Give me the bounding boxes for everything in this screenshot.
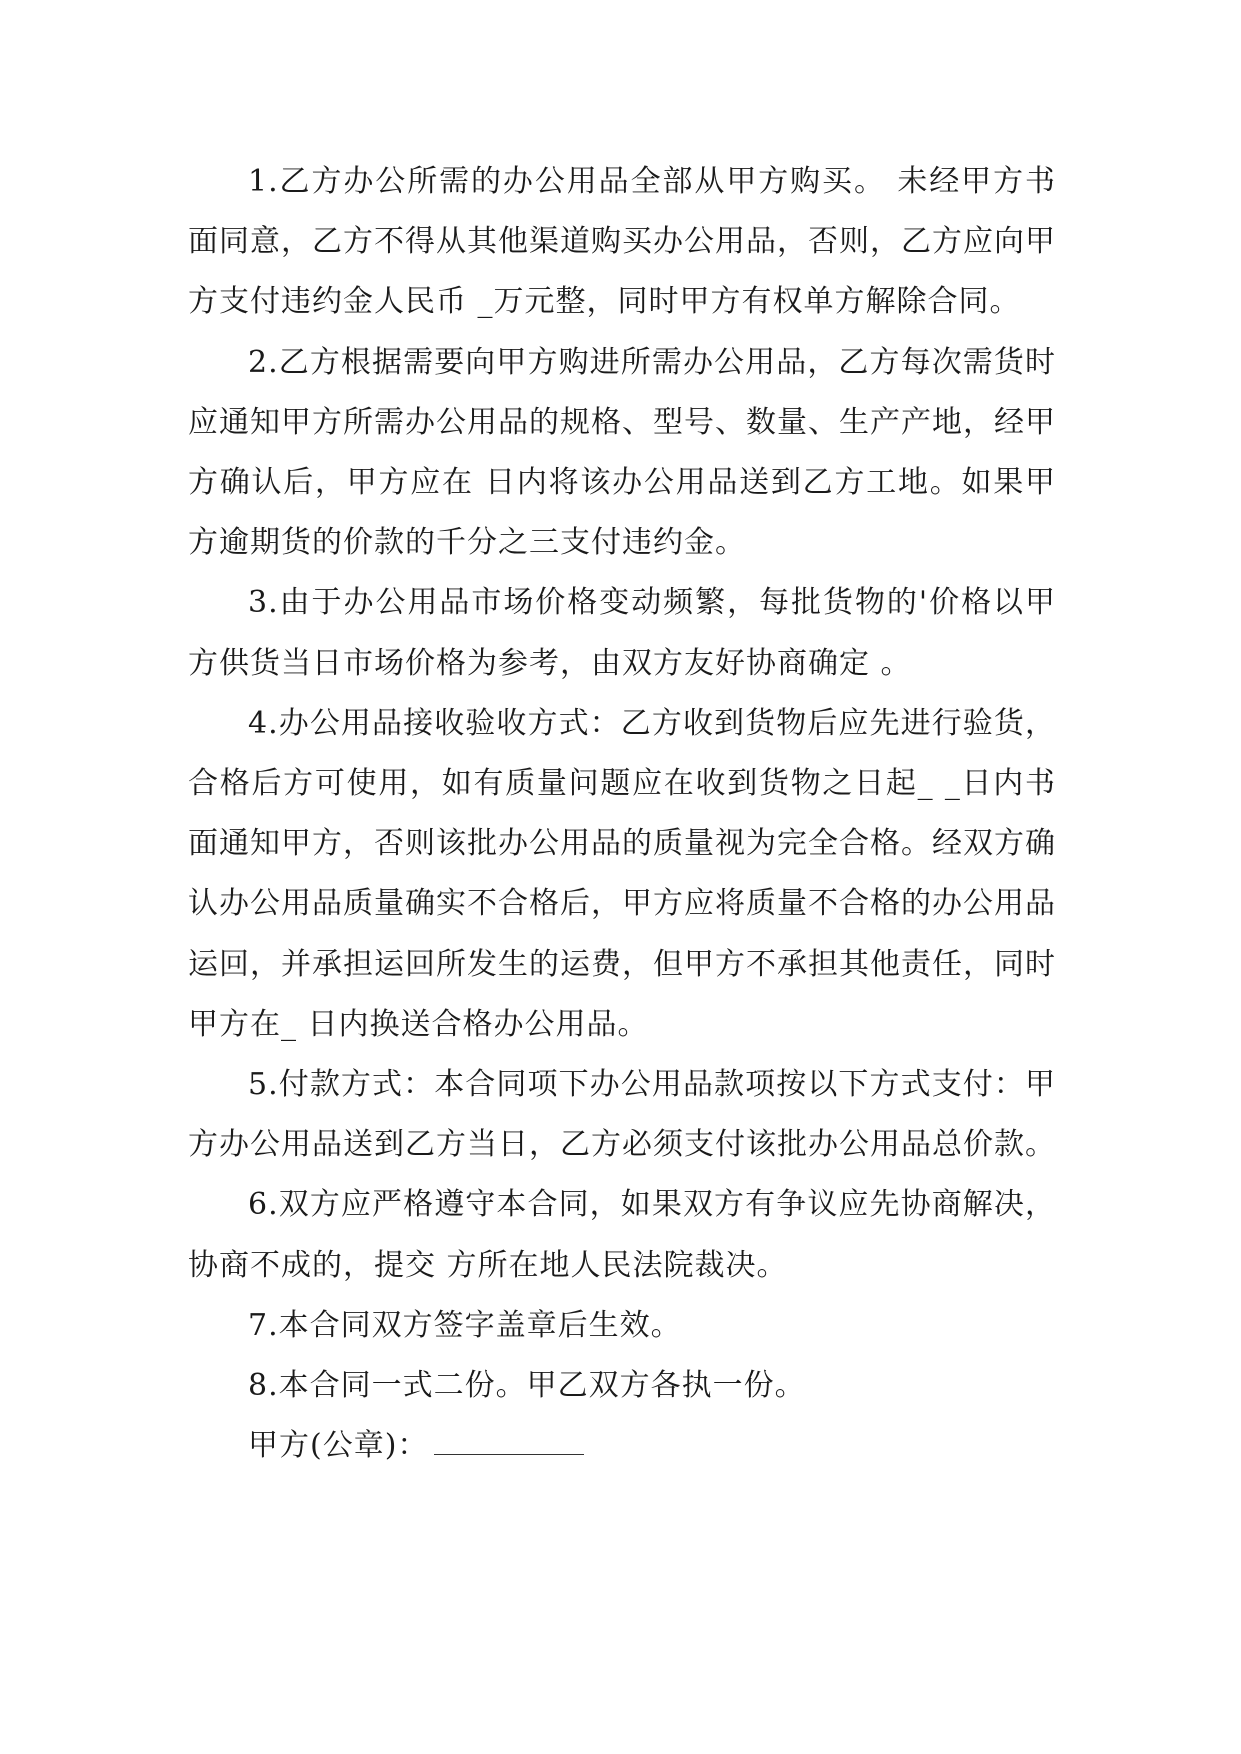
party-a-signature-line (188, 1416, 1056, 1476)
contract-body (188, 152, 1056, 1476)
clause-3: 3.由于办公用品市场价格变动频繁，每批货物的'价格以甲方供货当日市场价格为参考，由双方友好协商确定 。 (188, 585, 1056, 681)
clause-8: 8.本合同一式二份。甲乙双方各执一份。 (248, 1368, 806, 1404)
party-a-seal-label: 甲方(公章)： (248, 1428, 429, 1464)
clause-6: 6.双方应严格遵守本合同，如果双方有争议应先协商解决，协商不成的，提交 方所在地人民法院裁决。 (188, 1187, 1056, 1283)
signature-blank (434, 1430, 584, 1455)
clause-2: 2.乙方根据需要向甲方购进所需办公用品，乙方每次需货时应通知甲方所需办公用品的规格、型号、数量、生产产地，经甲方确认后，甲方应在 日内将该办公用品送到乙方工地。如果甲方逾期货的价款的千分之三支付违约金。 (188, 344, 1056, 561)
clause-5: 5.付款方式：本合同项下办公用品款项按以下方式支付：甲方办公用品送到乙方当日，乙方必须支付该批办公用品总价款。 (188, 1067, 1056, 1163)
clause-7: 7.本合同双方签字盖章后生效。 (248, 1307, 682, 1343)
clause-4: 4.办公用品接收验收方式：乙方收到货物后应先进行验货，合格后方可使用，如有质量问题应在收到货物之日起_ _日内书面通知甲方，否则该批办公用品的质量视为完全合格。经双方确认办公用品质量确实不合格后，甲方应将质量不合格的办公用品运回，并承担运回所发生的运费，但甲方不承担其他责任，同时甲方在_ 日内换送合格办公用品。 (188, 705, 1056, 1042)
clause-1: 1.乙方办公所需的办公用品全部从甲方购买。 未经甲方书面同意，乙方不得从其他渠道购买办公用品，否则，乙方应向甲方支付违约金人民币 _万元整，同时甲方有权单方解除合同。 (188, 164, 1056, 320)
